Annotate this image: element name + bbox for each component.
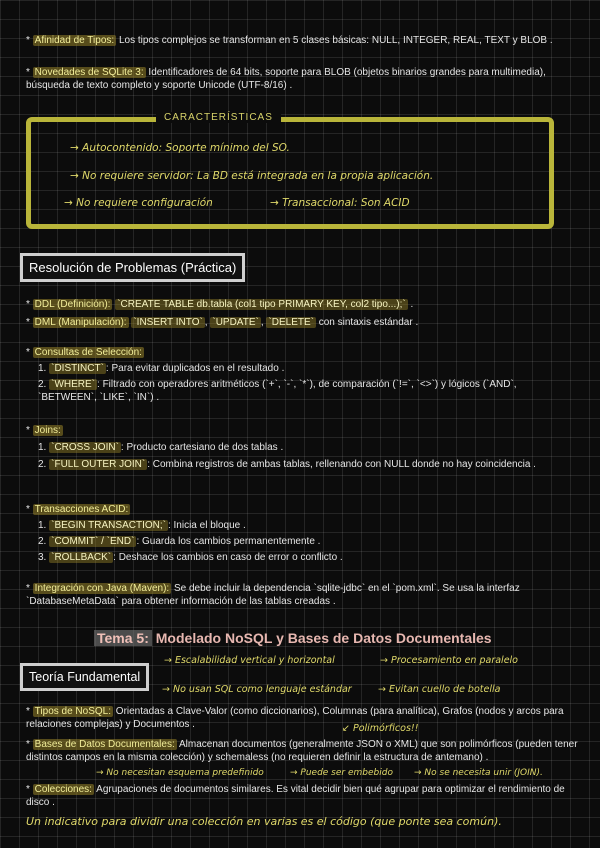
ddl-line: * DDL (Definición): `CREATE TABLE db.tabla (col1 tipo PRIMARY KEY, col2 tipo...);` . xyxy=(26,299,414,310)
afinidad-text: Los tipos complejos se transforman en 5 clases básicas: NULL, INTEGER, REAL, TEXT y BLOB . xyxy=(116,35,553,46)
arrow-icon: → xyxy=(70,170,83,182)
dml-line: * DML (Manipulación): `INSERT INTO` , `UPDATE` , `DELETE` con sintaxis estándar . xyxy=(26,317,419,328)
caract-item-3a: → No requiere configuración xyxy=(64,197,213,209)
note-procesamiento: → Procesamiento en paralelo xyxy=(380,655,518,666)
java-paragraph: * Integración con Java (Maven): Se debe incluir la dependencia `sqlite-jdbc` en el `pom.xml`. Se usa la interfaz `DatabaseMetaData` para obtener información de las tablas creadas . xyxy=(26,583,520,607)
acid-heading: * Transacciones ACID: xyxy=(26,504,129,515)
caract-item-2: → No requiere servidor: La BD está integrada en la propia aplicación. xyxy=(70,170,434,182)
consultas-heading: * Consultas de Selección: xyxy=(26,347,142,358)
note-embebido: → Puede ser embebido xyxy=(290,768,393,778)
novedades-label: Novedades de SQLite 3: xyxy=(34,67,144,78)
arrow-icon: → xyxy=(270,197,283,209)
tipos-paragraph: * Tipos de NoSQL: Orientadas a Clave-Valor (como diccionarios), Columnas (para analítica), Grafos (nodos y arcos para relaciones complejas) y Documentos . xyxy=(26,706,564,730)
consultas-item-2: 2. `WHERE` : Filtrado con operadores aritméticos (`+`, `-`, `*`), de comparación (`!=`, `<>`) y lógicos (`AND`, `BETWEEN`, `LIKE`, `IN`) . xyxy=(38,379,517,403)
note-escalabilidad: → Escalabilidad vertical y horizontal xyxy=(164,655,335,666)
acid-item-1: 1. `BEGIN TRANSACTION;` : Inicia el bloque . xyxy=(38,520,246,531)
colecciones-paragraph: * Colecciones: Agrupaciones de documentos similares. Es vital decidir bien qué agrupar para optimizar el rendimiento de disco . xyxy=(26,784,565,808)
novedades-text: Identificadores de 64 bits, soporte para BLOB (objetos binarios grandes para multimedia), búsqueda de texto completo y soporte Unicode (UTF-8/16) . xyxy=(26,67,546,91)
resolucion-title: Resolución de Problemas (Práctica) xyxy=(20,253,245,282)
caract-item-3b: → Transaccional: Son ACID xyxy=(270,197,410,209)
acid-item-2: 2. `COMMIT` / `END` : Guarda los cambios permanentemente . xyxy=(38,536,321,547)
bases-paragraph: * Bases de Datos Documentales: Almacenan documentos (generalmente JSON o XML) que son polimórficos (pueden tener distintos campos en la misma colección) y schemaless (no requieren definir la estructura de antemano) . xyxy=(26,739,578,763)
caracteristicas-title: CARACTERÍSTICAS xyxy=(156,112,281,123)
note-esquema: → No necesitan esquema predefinido xyxy=(96,768,264,778)
caract-item-1: → Autocontenido: Soporte mínimo del SO. xyxy=(70,142,290,154)
note-join: → No se necesita unir (JOIN). xyxy=(414,768,543,778)
arrow-icon: → xyxy=(70,142,83,154)
teoria-title: Teoría Fundamental xyxy=(20,663,149,691)
afinidad-paragraph: * Afinidad de Tipos: Los tipos complejos se transforman en 5 clases básicas: NULL, INTEGER, REAL, TEXT y BLOB . xyxy=(26,35,553,46)
note-polimorficos: ↙ Polimórficos!! xyxy=(342,723,419,734)
consultas-item-1: 1. `DISTINCT` : Para evitar duplicados en el resultado . xyxy=(38,363,285,374)
note-no-sql: → No usan SQL como lenguaje estándar xyxy=(162,684,352,695)
afinidad-label: Afinidad de Tipos: xyxy=(34,35,115,46)
note-cuello: → Evitan cuello de botella xyxy=(378,684,501,695)
arrow-icon: → xyxy=(64,197,77,209)
tema5-title: Tema 5: Modelado NoSQL y Bases de Datos Documentales xyxy=(94,630,492,646)
note-indicativo: Un indicativo para dividir una colección en varias es el código (que ponte sea común). xyxy=(26,815,502,828)
acid-item-3: 3. `ROLLBACK` : Deshace los cambios en caso de error o conflicto . xyxy=(38,552,343,563)
joins-item-2: 2. `FULL OUTER JOIN` : Combina registros de ambas tablas, rellenando con NULL donde no hay coincidencia . xyxy=(38,459,536,470)
joins-item-1: 1. `CROSS JOIN` : Producto cartesiano de dos tablas . xyxy=(38,442,284,453)
novedades-paragraph: * Novedades de SQLite 3: Identificadores de 64 bits, soporte para BLOB (objetos binarios grandes para multimedia), búsqueda de texto completo y soporte Unicode (UTF-8/16) . xyxy=(26,67,546,91)
joins-heading: * Joins: xyxy=(26,425,61,436)
